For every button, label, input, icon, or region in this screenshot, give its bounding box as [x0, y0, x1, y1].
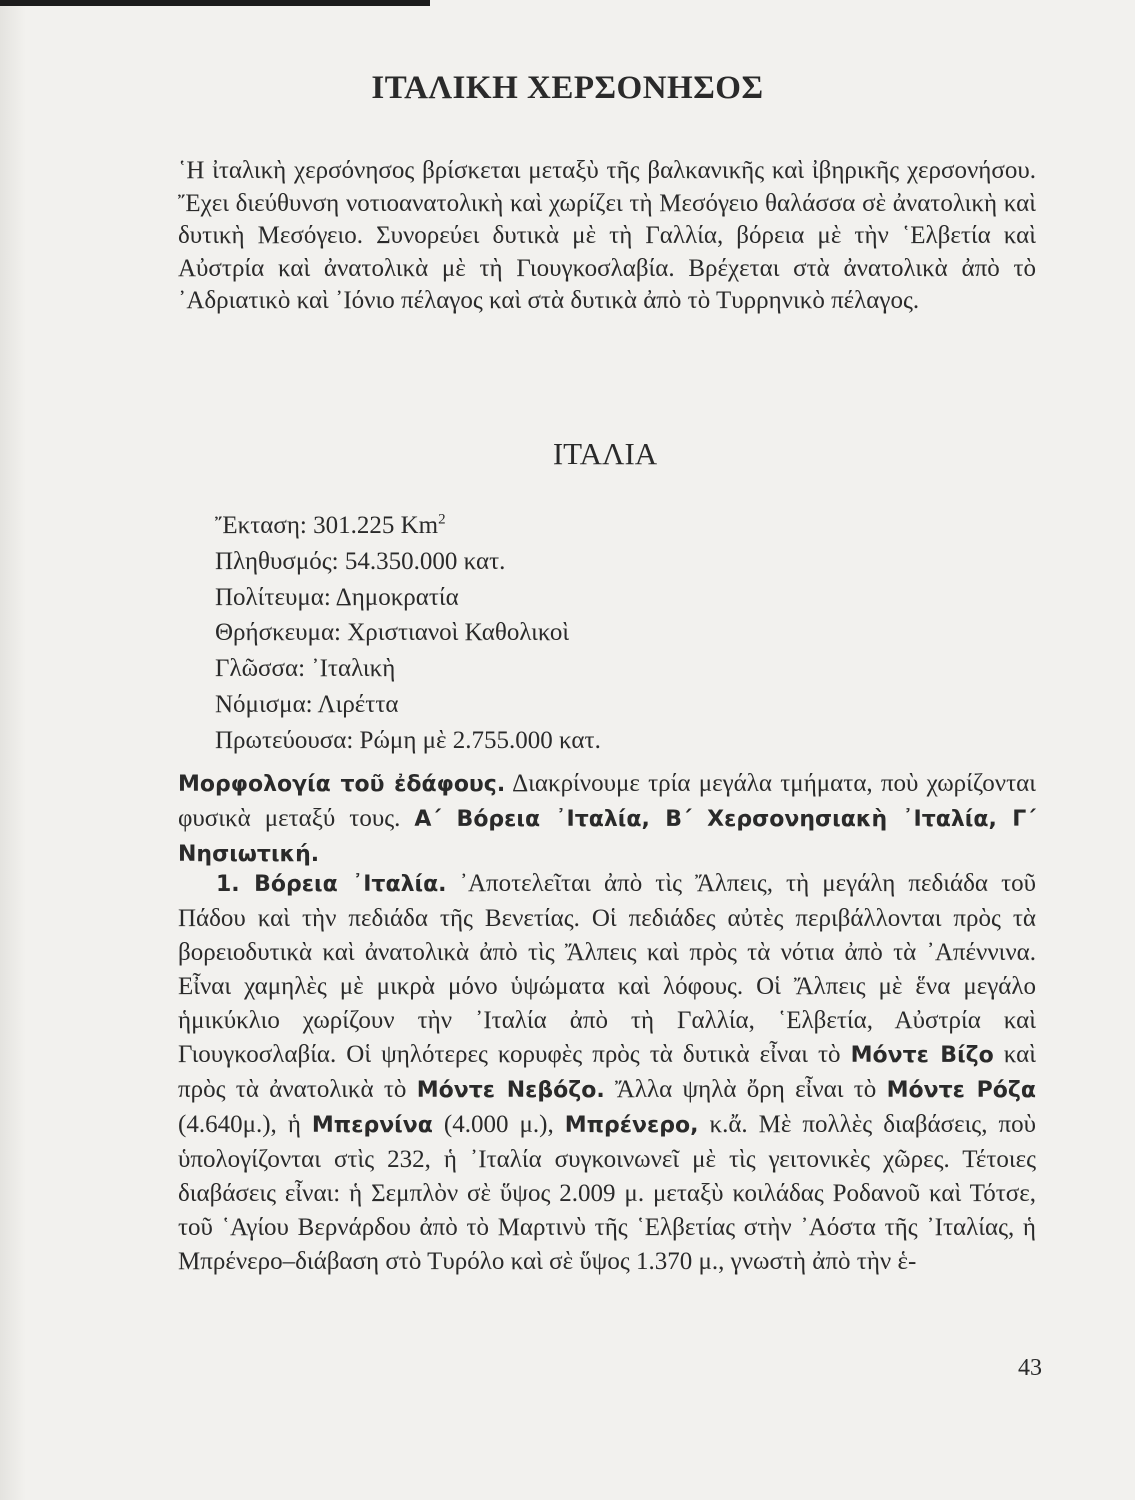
- fact-government: Πολίτευμα: Δημοκρατία: [215, 583, 459, 611]
- peak-monte-nevoso: Μόντε Νεβόζο.: [416, 1078, 605, 1103]
- northern-italy-text-2: καὶ πρὸς τὰ ἀνατολικὰ τὸ: [178, 1041, 1037, 1103]
- northern-italy-text-4: (4.640μ.), ἡ: [178, 1111, 312, 1138]
- northern-italy-text-1: ᾿Αποτελεῖται ἀπὸ τὶς Ἄλπεις, τὴ μεγάλη πεδιάδα τοῦ Πάδου καὶ τὴν πεδιάδα τῆς Βενετίας. Οἱ πεδιάδες αὐτὲς περιβάλλονται πρὸς τὰ βορειοδυτικὰ καὶ ἀνατολικὰ ἀπὸ τὶς Ἄλπεις καὶ πρὸς τὰ νότια ἀπὸ τὰ ᾿Απέννινα. Εἶναι χαμηλὲς μὲ μικρὰ μόνο ὑψώματα καὶ λόφους. Οἱ Ἄλπεις μὲ ἕνα μεγάλο ἡμικύκλιο χωρίζουν τὴν ᾿Ιταλία ἀπὸ τὴ Γαλλία, ῾Ελβετία, Αὐστρία καὶ Γιουγκοσλαβία. Οἱ ψηλότερες κορυφὲς πρὸς τὰ δυτικὰ εἶναι τὸ: [178, 870, 1037, 1068]
- fact-area: [215, 508, 601, 544]
- scan-edge-shadow: [0, 0, 26, 1500]
- northern-italy-text-6: κ.ἄ. Μὲ πολλὲς διαβάσεις, ποὺ ὑπολογίζονται στὶς 232, ἡ ᾿Ιταλία συγκοινωνεῖ μὲ τὶς γειτονικὲς χῶρες. Τέτοιες διαβάσεις εἶναι: ἡ Σεμπλὸν σὲ ὕψος 2.009 μ. μεταξὺ κοιλάδας Ροδανοῦ καὶ Τότσε, τοῦ ῾Αγίου Βερνάρδου ἀπὸ τὸ Μαρτινὺ τῆς ῾Ελβετίας στὴν ᾿Αόστα τῆς ᾿Ιταλίας, ἡ Μπρένερο–διάβαση στὸ Τυρόλο καὶ σὲ ὕψος 1.370 μ., γνωστὴ ἀπὸ τὴν ἑ-: [178, 1111, 1036, 1275]
- northern-italy-heading: 1. Βόρεια ᾿Ιταλία.: [216, 872, 447, 897]
- morphology-parts: Α΄ Βόρεια ᾿Ιταλία, Β΄ Χερσονησιακὴ ᾿Ιταλία, Γ΄ Νησιωτική.: [178, 807, 1036, 867]
- morphology-text: Διακρίνουμε τρία μεγάλα τμήματα, ποὺ χωρίζονται φυσικὰ μεταξύ τους.: [178, 770, 1036, 832]
- section-title: ΙΤΑΛΙΑ: [552, 436, 658, 471]
- peak-monte-rosa: Μόντε Ρόζα: [886, 1078, 1036, 1103]
- page-title: ΙΤΑΛΙΚΗ ΧΕΡΣΟΝΗΣΟΣ: [371, 70, 764, 106]
- scan-top-bar: [0, 0, 430, 6]
- morphology-paragraph: [178, 767, 1036, 872]
- fact-area-text: Ἔκταση: 301.225 Km: [215, 512, 439, 539]
- northern-italy-paragraph: [178, 867, 1036, 1279]
- country-facts-list: [215, 508, 601, 759]
- fact-capital: Πρωτεύουσα: Ρώμη μὲ 2.755.000 κατ.: [215, 726, 601, 754]
- fact-population: Πληθυσμός: 54.350.000 κατ.: [215, 547, 506, 575]
- fact-area-superscript: 2: [438, 511, 446, 528]
- page-number: 43: [1018, 1355, 1042, 1381]
- fact-currency: Νόμισμα: Λιρέττα: [215, 690, 399, 718]
- intro-paragraph: ῾Η ἰταλικὴ χερσόνησος βρίσκεται μεταξὺ τῆς βαλκανικῆς καὶ ἰβηρικῆς χερσονήσου. Ἔχει διεύθυνση νοτιοανατολικὴ καὶ χωρίζει τὴ Μεσόγειο θαλάσσα σὲ ἀνατολικὴ καὶ δυτικὴ Μεσόγειο. Συνορεύει δυτικὰ μὲ τὴ Γαλλία, βόρεια μὲ τὴν ῾Ελβετία καὶ Αὐστρία καὶ ἀνατολικὰ μὲ τὴ Γιουγκοσλαβία. Βρέχεται στὰ ἀνατολικὰ ἀπὸ τὸ ᾿Αδριατικὸ καὶ ᾿Ιόνιο πέλαγος καὶ στὰ δυτικὰ ἀπὸ τὸ Τυρρηνικὸ πέλαγος.: [178, 157, 1036, 315]
- peak-bernina: Μπερνίνα: [311, 1113, 433, 1138]
- northern-italy-text-5: (4.000 μ.),: [432, 1111, 565, 1138]
- fact-religion: Θρήσκευμα: Χριστιανοὶ Καθολικοὶ: [215, 619, 570, 647]
- fact-language: Γλῶσσα: ᾿Ιταλικὴ: [215, 655, 396, 683]
- peak-monte-viso: Μόντε Βίζο: [850, 1043, 994, 1068]
- peak-brenner: Μπρένερο,: [564, 1113, 699, 1138]
- morphology-heading: Μορφολογία τοῦ ἐδάφους.: [178, 772, 506, 797]
- northern-italy-text-3: Ἄλλα ψηλὰ ὄρη εἶναι τὸ: [604, 1076, 887, 1103]
